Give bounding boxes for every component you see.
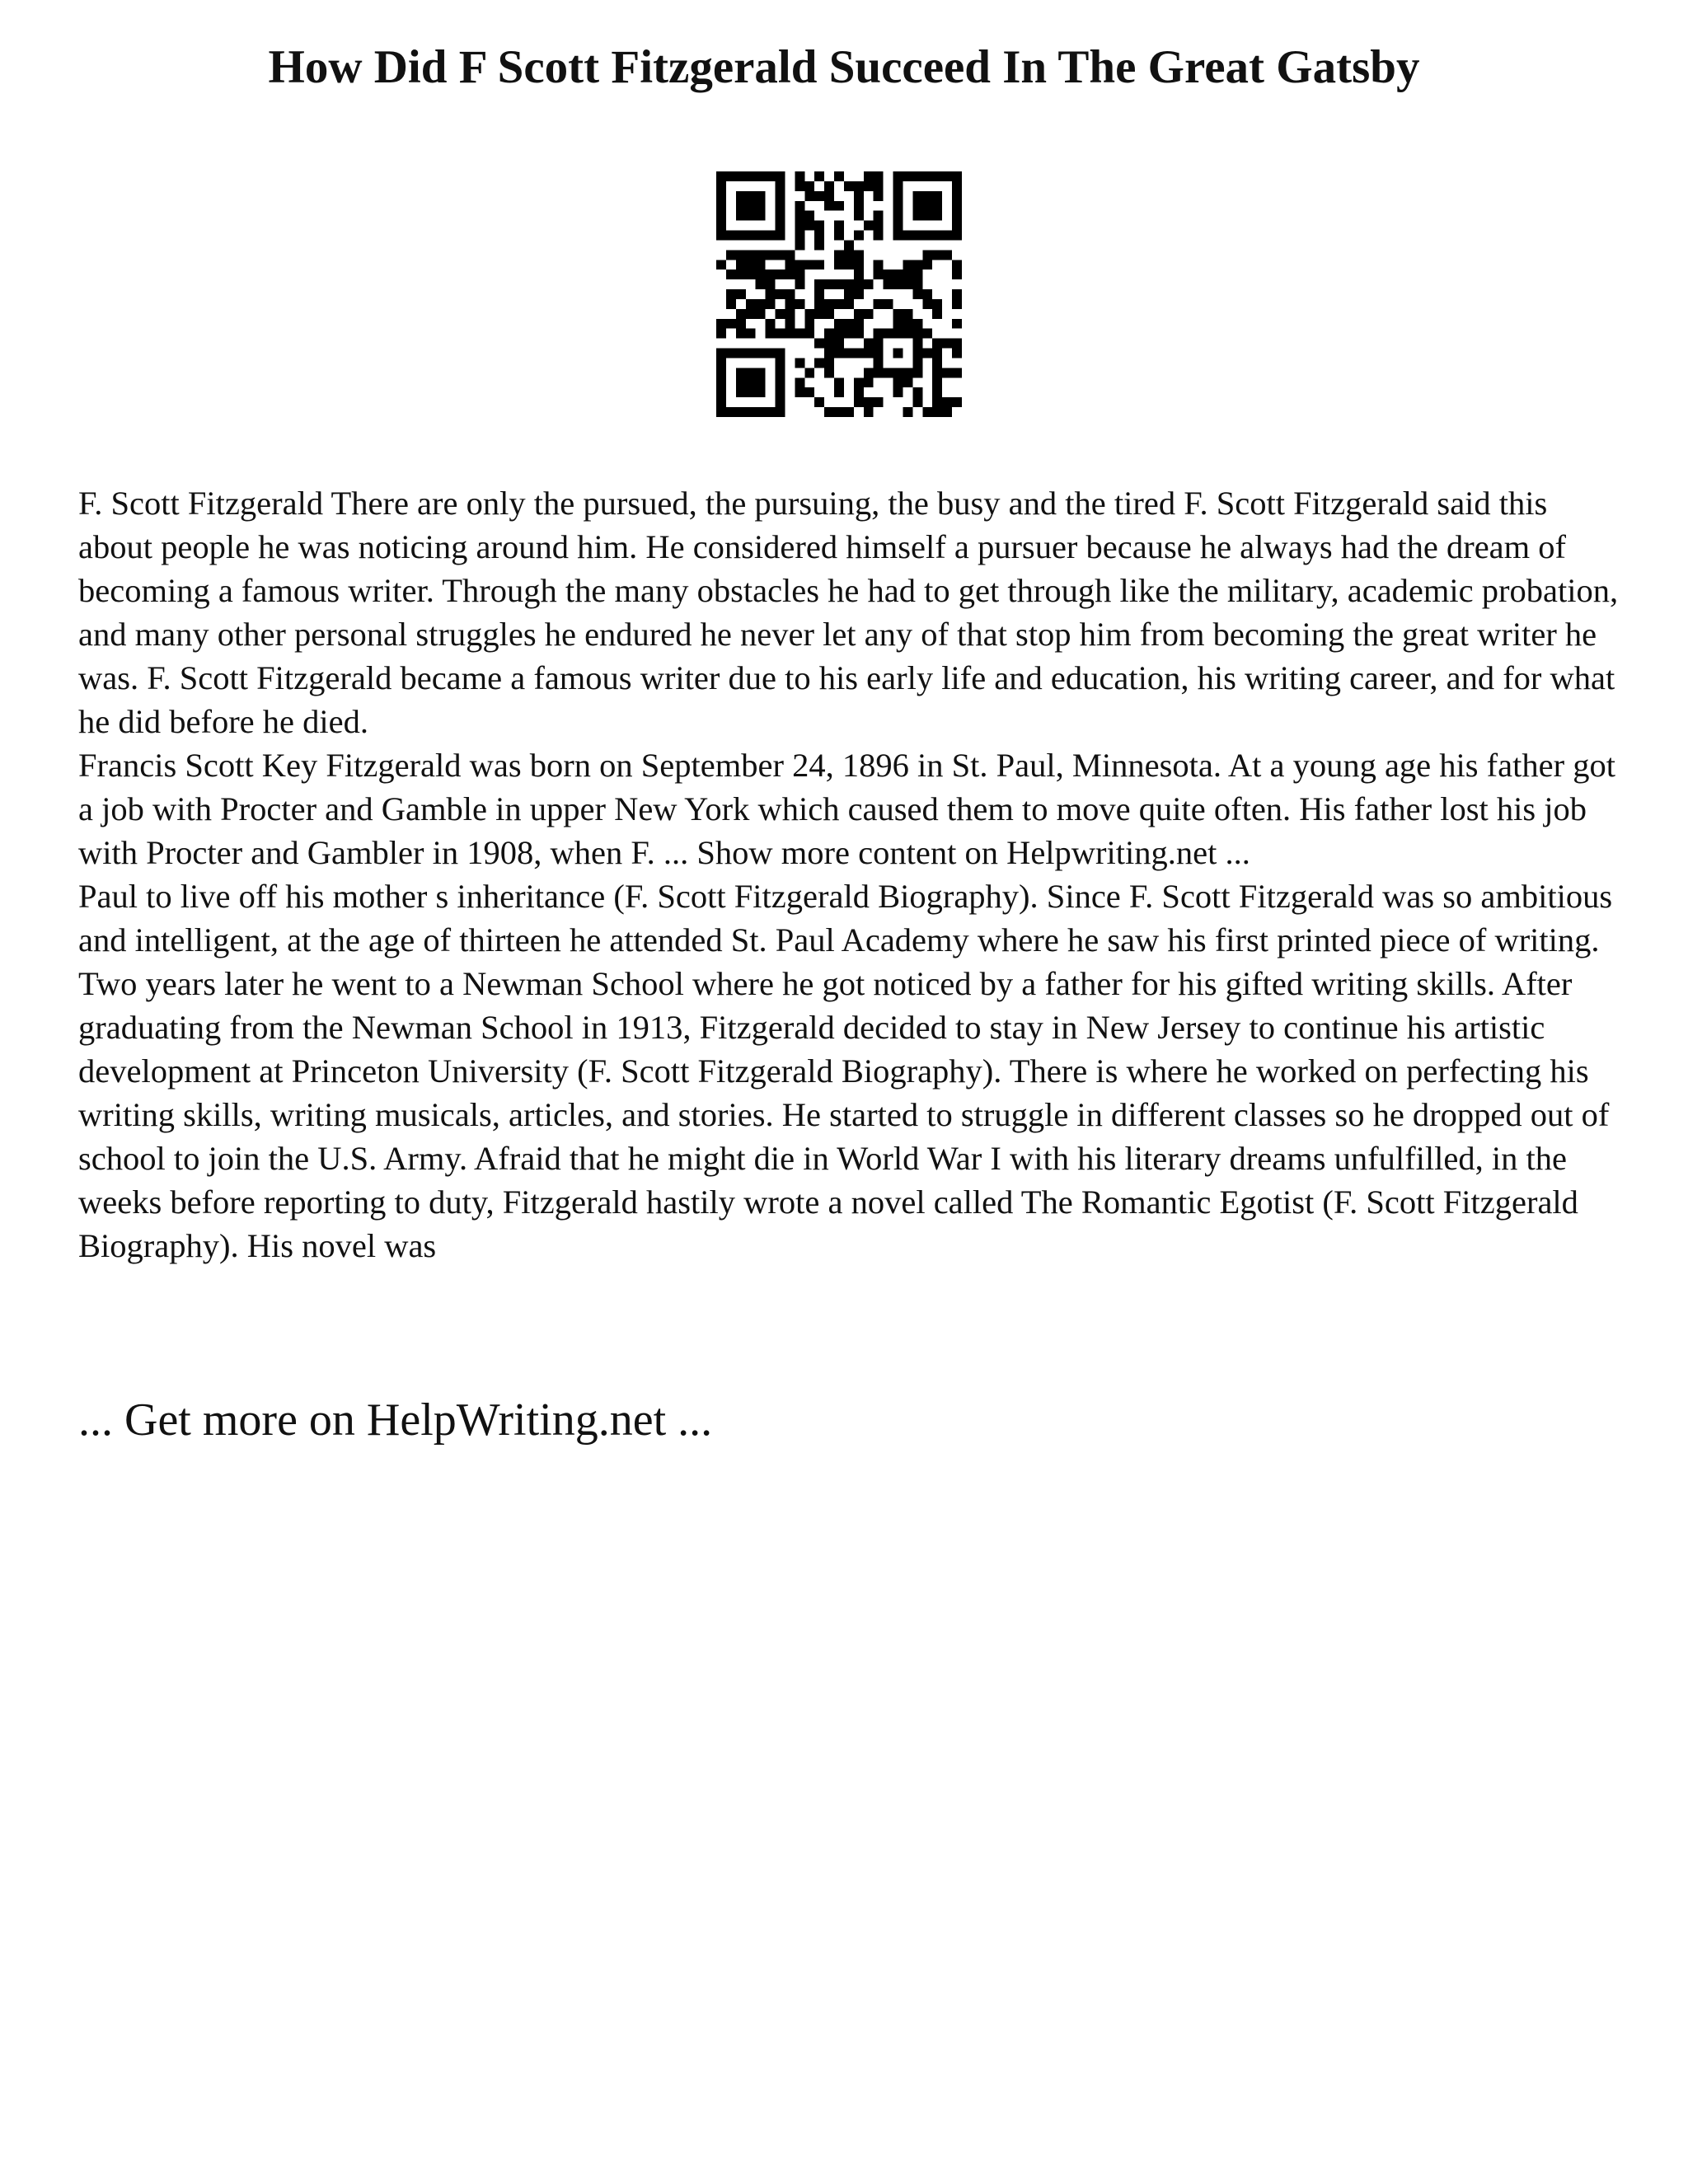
article-body	[78, 481, 1628, 1268]
get-more-link[interactable]: ... Get more on HelpWriting.net ...	[78, 1394, 713, 1446]
paragraph-education: Paul to live off his mother s inheritance (F. Scott Fitzgerald Biography). Since F. Scott Fitzgerald was so ambitious and intelligent, at the age of thirteen he attended St. Paul Academy where he saw his first printed piece of writing. Two years later he went to a Newman School where he got noticed by a father for his gifted writing skills. After graduating from the Newman School in 1913, Fitzgerald decided to stay in New Jersey to continue his artistic development at Princeton University (F. Scott Fitzgerald Biography). There is where he worked on perfecting his writing skills, writing musicals, articles, and stories. He started to struggle in different classes so he dropped out of school to join the U.S. Army. Afraid that he might die in World War I with his literary dreams unfulfilled, in the weeks before reporting to duty, Fitzgerald hastily wrote a novel called The Romantic Egotist (F. Scott Fitzgerald Biography). His novel was	[78, 878, 1613, 1264]
paragraph-intro: F. Scott Fitzgerald There are only the pursued, the pursuing, the busy and the tired F. Scott Fitzgerald said this about people he was noticing around him. He considered himself a pursuer because he always had the dream of becoming a famous writer. Through the many obstacles he had to get through like the military, academic probation, and many other personal struggles he endured he never let any of that stop him from becoming the great writer he was. F. Scott Fitzgerald became a famous writer due to his early life and education, his writing career, and for what he did before he died.	[78, 485, 1619, 740]
paragraph-early-life: Francis Scott Key Fitzgerald was born on September 24, 1896 in St. Paul, Minnesota. At a young age his father got a job with Procter and Gamble in upper New York which caused them to move quite often. His father lost his job with Procter and Gambler in 1908, when F. ... Show more content on Helpwriting.net ...	[78, 747, 1615, 871]
qr-code-icon[interactable]	[716, 171, 962, 417]
page-title: How Did F Scott Fitzgerald Succeed In The Great Gatsby	[268, 41, 1420, 93]
